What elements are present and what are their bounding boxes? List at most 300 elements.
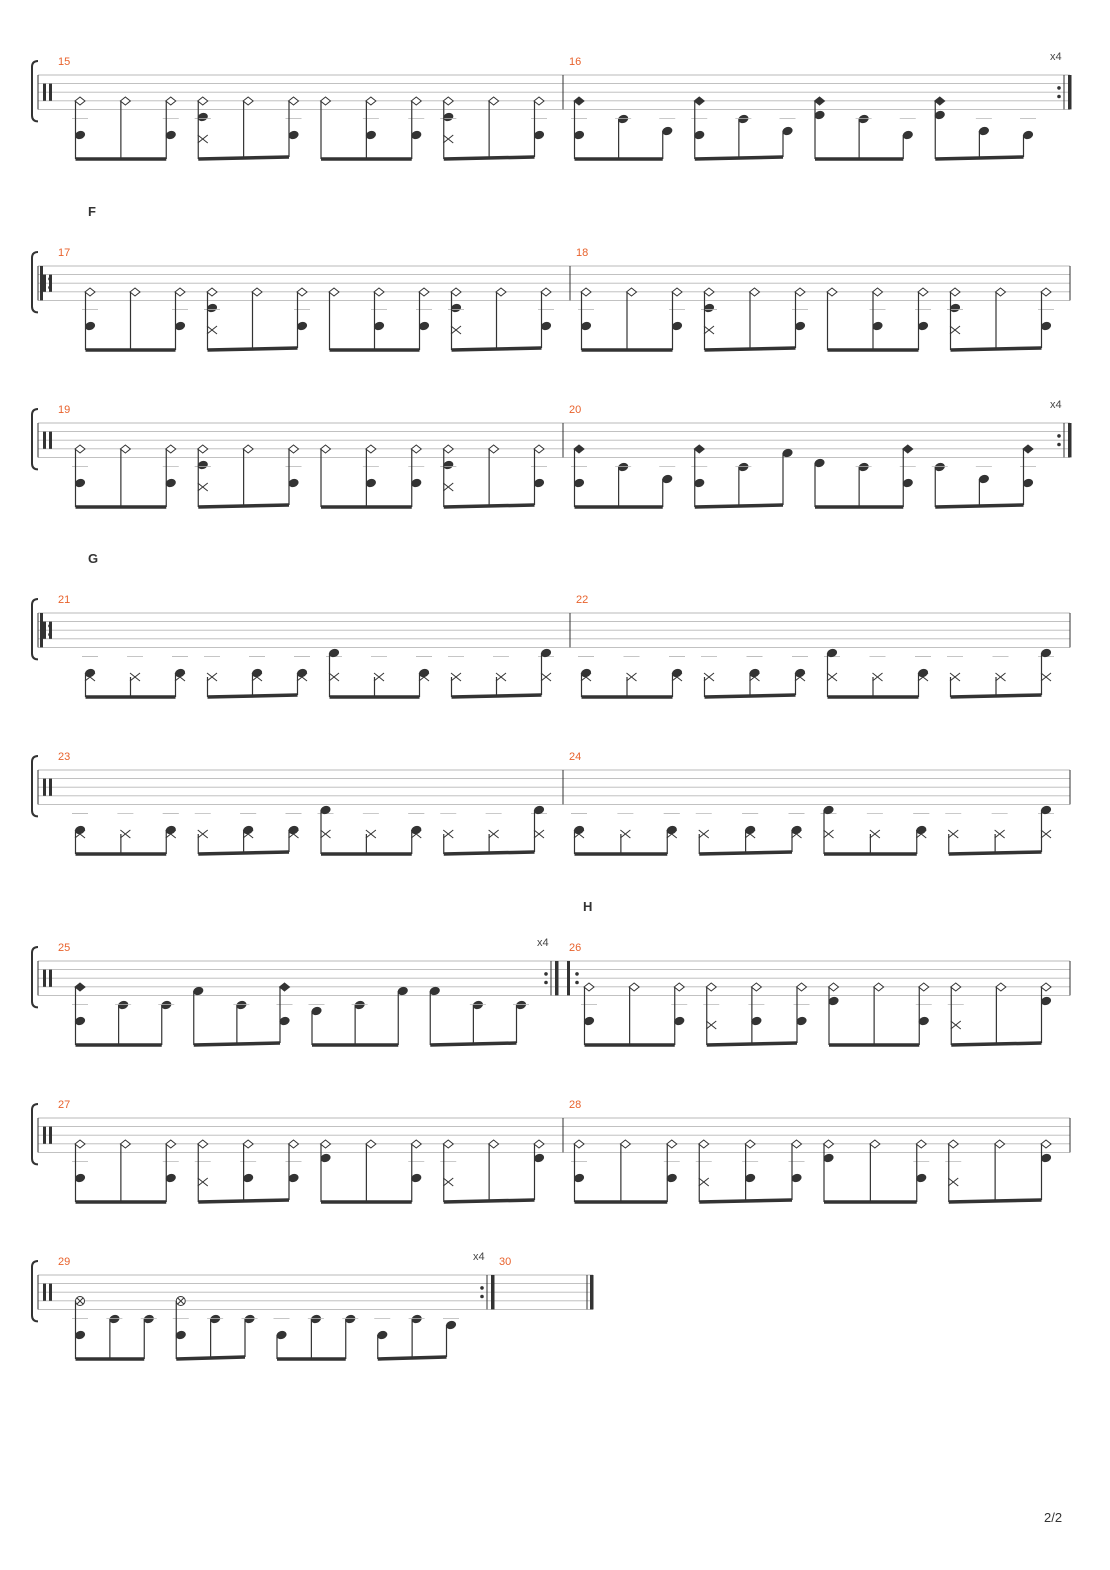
percussion-clef [43,84,46,101]
staff-system [32,899,1070,1045]
hihat-note [198,830,208,838]
repeat-start-bar [40,266,43,300]
repeat-end-bar [555,961,559,995]
cymbal-note [792,1140,802,1148]
hihat-note [951,1021,961,1029]
repeat-dot [48,277,52,281]
beam-group [578,656,685,697]
rehearsal-mark: G [88,551,99,566]
measure-number: 16 [569,56,582,68]
note-beam [951,348,1042,350]
cymbal-note [584,983,594,991]
measure [576,247,1070,350]
percussion-clef [43,779,46,796]
cymbal-note [534,97,544,105]
system-bracket [32,947,38,1007]
cymbal-note [451,288,461,296]
repeat-dot [544,981,548,985]
crash-note [176,1297,185,1306]
page-number: 2/2 [1044,1510,1063,1525]
repeat-dot [480,1295,484,1299]
measure [40,247,570,350]
measure [569,399,1072,507]
cymbal-note [667,1140,677,1148]
accent-cymbal-note [75,983,85,991]
staff-system [32,751,1070,854]
cymbal-note [751,983,761,991]
beam-group [173,1297,258,1360]
percussion-clef [43,275,46,292]
cymbal-note [674,983,684,991]
measure [569,51,1072,159]
repeat-end-bar [1068,75,1072,109]
percussion-clef [49,432,52,449]
cymbal-note [321,97,331,105]
cymbal-note [243,445,253,453]
cymbal-note [874,983,884,991]
hihat-note [950,326,960,334]
cymbal-note [489,445,499,453]
hihat-note [950,673,960,681]
percussion-clef [49,970,52,987]
beam-group [72,813,179,854]
beam-group [318,804,425,854]
cymbal-note [706,983,716,991]
cymbal-note [443,97,453,105]
cymbal-note [827,288,837,296]
beam-group [82,656,188,697]
note-beam [705,695,796,697]
cymbal-note [489,97,499,105]
hihat-note [1041,673,1051,681]
cymbal-note [795,288,805,296]
note-beam [444,852,535,854]
staff-system [32,551,1070,697]
note-beam [452,348,542,350]
hihat-note [824,830,834,838]
cymbal-note [411,445,421,453]
note-beam [935,505,1023,507]
beam-group [571,813,680,854]
measure-number: 15 [58,56,71,68]
crash-note [76,1297,85,1306]
measure-number: 22 [576,594,589,606]
measure [58,56,563,159]
cymbal-note [166,97,176,105]
cymbal-note [824,1140,834,1148]
beam-group [948,983,1053,1045]
staff-system [32,399,1072,507]
system-bracket [32,409,38,469]
cymbal-note [948,1140,958,1148]
beam-group [321,97,425,159]
beam-group [448,288,554,350]
beam-group [72,983,174,1045]
measure [499,1256,594,1309]
cymbal-note [120,1140,130,1148]
beam-group [578,288,685,350]
cymbal-note [919,983,929,991]
percussion-clef [49,1284,52,1301]
hihat-note [198,1178,208,1186]
cymbal-note [1041,288,1051,296]
cymbal-note [443,445,453,453]
cymbal-note [411,1140,421,1148]
note-beam [695,157,783,159]
note-beam [176,1357,245,1359]
staff-system [32,204,1070,350]
measure-number: 20 [569,404,582,416]
note-beam [198,852,289,854]
hihat-note [489,830,499,838]
accent-cymbal-note [935,97,945,105]
beam-group [72,445,179,507]
note-beam [198,505,289,507]
note-beam [935,157,1023,159]
repeat-count: x4 [1050,399,1062,411]
beam-group [321,445,425,507]
percussion-clef [49,84,52,101]
measure [58,1099,563,1202]
cymbal-note [75,445,85,453]
cymbal-note [321,445,331,453]
beam-group [822,1140,929,1202]
percussion-clef [43,970,46,987]
hihat-note [704,326,714,334]
measure [58,404,563,507]
cymbal-note [175,288,185,296]
beam-group [947,647,1054,697]
cymbal-note [198,1140,208,1148]
system-bracket [32,599,38,659]
cymbal-note [951,983,961,991]
cymbal-note [996,983,1006,991]
cymbal-note [75,1140,85,1148]
accent-cymbal-note [815,97,825,105]
note-beam [208,695,298,697]
repeat-end-bar [491,1275,495,1309]
cymbal-note [321,1140,331,1148]
cymbal-note [289,445,299,453]
measure [569,1099,1070,1202]
cymbal-note [289,1140,299,1148]
staff-system [32,51,1072,159]
note-beam [430,1043,516,1045]
note-beam [378,1357,447,1359]
staff-system [32,1251,594,1359]
cymbal-note [797,983,807,991]
hihat-note [366,830,376,838]
system-bracket [32,1261,38,1321]
measure [576,594,1070,697]
note-beam [444,1200,535,1202]
accent-cymbal-note [694,445,704,453]
measure [58,937,559,1045]
measure-number: 26 [569,942,582,954]
percussion-clef [43,1284,46,1301]
note-beam [695,505,783,507]
cymbal-note [950,288,960,296]
cymbal-note [252,288,262,296]
cymbal-note [627,288,637,296]
beam-group [428,985,529,1045]
cymbal-note [130,288,140,296]
system-bracket [32,61,38,121]
cymbal-note [120,445,130,453]
cymbal-note [620,1140,630,1148]
measure-number: 19 [58,404,71,416]
beam-group [696,1140,805,1202]
beam-group [309,985,410,1045]
measure-number: 25 [58,942,71,954]
note-beam [951,695,1042,697]
hihat-note [451,326,461,334]
beam-group [827,983,932,1045]
beam-group [204,288,310,350]
note-beam [699,1200,792,1202]
repeat-count: x4 [473,1251,485,1263]
accent-cymbal-note [280,983,290,991]
hihat-note [451,673,461,681]
cymbal-note [750,288,760,296]
beam-group [440,804,547,854]
hihat-note [995,830,1005,838]
rehearsal-mark: H [583,899,593,914]
beam-group [274,1313,359,1359]
cymbal-note [745,1140,755,1148]
hihat-note [541,673,551,681]
hihat-note [207,673,217,681]
note-beam [705,348,796,350]
percussion-clef [49,779,52,796]
cymbal-note [366,1140,376,1148]
cymbal-note [289,97,299,105]
hihat-note [198,483,208,491]
beam-group [448,647,554,697]
beam-group [701,656,808,697]
cymbal-note [374,288,384,296]
cymbal-note [916,1140,926,1148]
repeat-dot [575,972,579,976]
beam-group [703,983,809,1045]
repeat-dot [48,633,52,637]
rehearsal-mark: F [88,204,96,219]
measure-number: 21 [58,594,71,606]
repeat-start-bar [40,613,43,647]
beam-group [933,97,1036,159]
note-beam [949,852,1042,854]
cymbal-note [243,1140,253,1148]
beam-group [374,1313,459,1359]
system-bracket [32,252,38,312]
note-beam [707,1043,797,1045]
measure-number: 23 [58,751,71,763]
measure [40,594,570,697]
hihat-note [443,830,453,838]
beam-group [932,445,1036,507]
system-bracket [32,756,38,816]
note-beam [951,1043,1041,1045]
beam-group [440,97,547,159]
hihat-note [699,830,709,838]
cymbal-note [574,1140,584,1148]
cymbal-note [198,445,208,453]
cymbal-note [411,97,421,105]
note-beam [452,695,542,697]
hihat-note [870,830,880,838]
hihat-note [329,673,339,681]
measure-number: 18 [576,247,589,259]
beam-group [195,97,302,159]
beam-group [947,288,1054,350]
note-beam [194,1043,280,1045]
beam-group [192,983,293,1045]
hihat-note [948,1178,958,1186]
cymbal-note [85,288,95,296]
cymbal-note [534,1140,544,1148]
cymbal-note [1041,1140,1051,1148]
percussion-clef [43,432,46,449]
cymbal-note [443,1140,453,1148]
hihat-note [827,673,837,681]
cymbal-note [419,288,429,296]
beam-group [440,445,547,507]
beam-group [72,1297,157,1360]
beam-group [813,97,916,159]
beam-group [440,1140,545,1202]
beam-group [813,445,916,507]
cymbal-note [995,1140,1005,1148]
measure-number: 17 [58,247,71,259]
repeat-start-bar [567,961,570,995]
beam-group [827,288,931,350]
hihat-note [534,830,544,838]
repeat-dot [48,624,52,628]
hihat-note [873,673,883,681]
cymbal-note [329,288,339,296]
beam-group [195,813,302,854]
note-beam [699,852,792,854]
accent-cymbal-note [574,445,584,453]
beam-group [195,445,302,507]
cymbal-note [672,288,682,296]
cymbal-note [496,288,506,296]
cymbal-note [996,288,1006,296]
hihat-note [198,135,208,143]
accent-cymbal-note [1023,445,1033,453]
beam-group [571,1140,680,1202]
hihat-note [496,673,506,681]
beam-group [824,647,931,697]
hihat-note [321,830,331,838]
repeat-dot [1057,434,1061,438]
cymbal-note [366,97,376,105]
repeat-dot [48,286,52,290]
beam-group [691,445,794,507]
cymbal-note [207,288,217,296]
accent-cymbal-note [694,97,704,105]
hihat-note [627,673,637,681]
cymbal-note [918,288,928,296]
repeat-dot [1057,86,1061,90]
hihat-note [130,673,140,681]
beam-group [696,813,805,854]
note-beam [208,348,298,350]
repeat-count: x4 [1050,51,1062,63]
cymbal-note [166,1140,176,1148]
note-beam [949,1200,1042,1202]
cymbal-note [581,288,591,296]
beam-group [691,97,795,159]
beam-group [204,656,310,697]
hihat-note [620,830,630,838]
beam-group [326,647,432,697]
cymbal-note [166,445,176,453]
beam-group [319,1140,424,1202]
cymbal-note [873,288,883,296]
repeat-dot [575,981,579,985]
percussion-clef [43,622,46,639]
measure-number: 27 [58,1099,71,1111]
repeat-count: x4 [537,937,549,949]
cymbal-note [704,288,714,296]
beam-group [72,1140,179,1202]
measure-number: 29 [58,1256,71,1268]
repeat-end-bar [1068,423,1072,457]
cymbal-note [629,983,639,991]
beam-group [571,97,675,159]
measure [569,751,1070,854]
hihat-note [699,1178,709,1186]
hihat-note [374,673,384,681]
hihat-note [706,1021,716,1029]
beam-group [571,445,675,507]
cymbal-note [297,288,307,296]
beam-group [945,804,1054,854]
beam-group [72,97,179,159]
hihat-note [443,483,453,491]
hihat-note [443,1178,453,1186]
note-beam [444,505,535,507]
cymbal-note [75,97,85,105]
repeat-dot [480,1286,484,1290]
cymbal-note [198,97,208,105]
cymbal-note [699,1140,709,1148]
percussion-clef [43,1127,46,1144]
cymbal-note [366,445,376,453]
cymbal-note [1041,983,1051,991]
beam-group [701,288,808,350]
measure [58,1251,495,1359]
beam-group [82,288,188,350]
measure [567,899,1070,1045]
beam-group [945,1140,1052,1202]
repeat-dot [1057,443,1061,447]
accent-cymbal-note [903,445,913,453]
repeat-dot [1057,95,1061,99]
measure-number: 30 [499,1256,512,1268]
hihat-note [948,830,958,838]
staff-system [32,1099,1070,1202]
cymbal-note [120,97,130,105]
accent-cymbal-note [574,97,584,105]
note-beam [444,157,535,159]
measure [58,751,563,854]
cymbal-note [489,1140,499,1148]
repeat-dot [544,972,548,976]
beam-group [195,1140,302,1202]
system-bracket [32,1104,38,1164]
